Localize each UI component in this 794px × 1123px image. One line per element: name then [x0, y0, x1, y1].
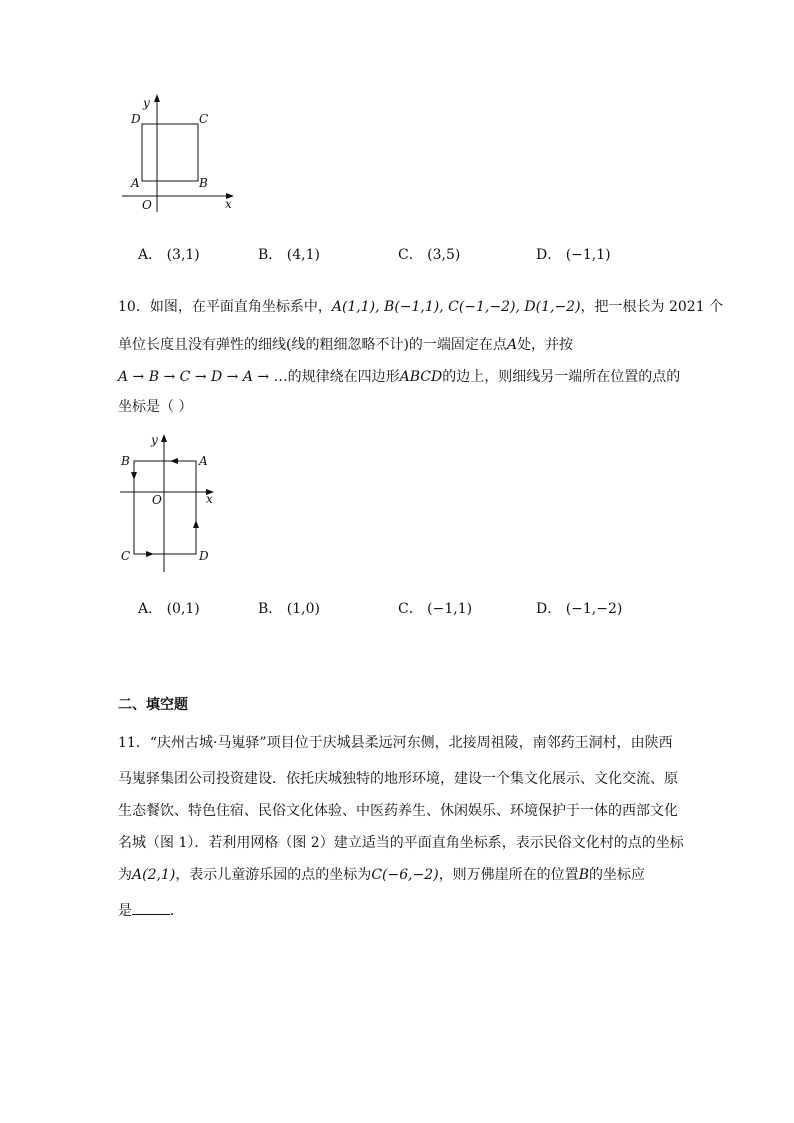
q11-line6-pre: 是: [118, 903, 132, 919]
option-letter: C．: [398, 601, 423, 617]
label-y: y: [151, 433, 158, 447]
y-axis-arrow-icon: [161, 434, 167, 442]
option-letter: A．: [138, 247, 163, 263]
option-letter: C．: [398, 247, 423, 263]
q10-line-4: [118, 396, 192, 416]
q10-line3-post: 的边上，则细线另一端所在位置的点的: [442, 369, 681, 385]
answer-blank[interactable]: [132, 902, 170, 915]
label-A: A: [131, 176, 140, 190]
label-D: D: [199, 549, 209, 563]
y-axis-arrow-icon: [154, 94, 160, 102]
q11-line5-pre: 为: [118, 867, 132, 883]
q10-sequence: A → B → C → D → A → …: [118, 369, 288, 385]
q10-prefix: 10．如图，在平面直角坐标系中，: [118, 299, 332, 315]
q11-line-1: 11．“庆州古城·马嵬驿”项目位于庆城县柔远河东侧，北接周祖陵，南邻药王洞村，由陕西: [118, 735, 673, 751]
label-C: C: [199, 112, 209, 126]
option-value: (−1,1): [565, 247, 611, 263]
label-A: A: [199, 454, 208, 468]
option-value: (0,1): [166, 601, 200, 617]
label-C: C: [121, 549, 131, 563]
option-value: (−1,−2): [565, 601, 623, 617]
option-letter: B．: [258, 601, 283, 617]
label-y: y: [143, 96, 150, 110]
arrow-c-to-d-icon: [146, 551, 154, 557]
square-abcd: [142, 124, 198, 181]
figure-square-axes: [110, 92, 250, 218]
q10-point-a: A: [506, 337, 518, 353]
option-value: (3,1): [166, 247, 200, 263]
q10-option-d[interactable]: [536, 598, 622, 618]
q11-point-a: A(2,1): [132, 867, 176, 883]
q9-option-c[interactable]: [398, 244, 460, 264]
option-value: (1,0): [286, 601, 320, 617]
q11-line-2: 马嵬驿集团公司投资建设．依托庆城独特的地形环境，建设一个集文化展示、文化交流、原: [118, 771, 678, 787]
option-value: (3,5): [427, 247, 461, 263]
q10-points: A(1,1), B(−1,1), C(−1,−2), D(1,−2): [331, 299, 581, 315]
q11-line-4: 名城（图 1）．若利用网格（图 2）建立适当的平面直角坐标系，表示民俗文化村的点的坐标: [118, 835, 684, 851]
option-letter: D．: [536, 247, 562, 263]
q11-point-c: C(−6,−2): [371, 867, 439, 883]
rectangle-abcd: [134, 461, 196, 554]
q9-option-d[interactable]: [536, 244, 611, 264]
q11-line6-post: ．: [170, 903, 184, 919]
arrow-d-to-a-icon: [193, 520, 199, 528]
option-letter: A．: [138, 601, 163, 617]
q10-option-c[interactable]: [398, 598, 472, 618]
label-B: B: [121, 454, 130, 468]
option-value: (−1,1): [427, 601, 473, 617]
q9-option-a[interactable]: [138, 244, 200, 264]
q10-line-1: [118, 296, 723, 316]
q10-line-3: [118, 366, 680, 386]
option-letter: D．: [536, 601, 562, 617]
label-O: O: [152, 493, 162, 507]
q11-line-5: [118, 864, 645, 884]
section-title: 二、填空题: [118, 697, 188, 713]
figure-rectangle-path: [112, 430, 224, 578]
label-x: x: [225, 197, 232, 211]
q9-option-b[interactable]: [258, 244, 320, 264]
q10-option-a[interactable]: [138, 598, 200, 618]
q11-line5-mid2: ，则万佛崖所在的位置: [438, 867, 579, 883]
q10-line2-pre: 单位长度且没有弹性的细线(线的粗细忽略不计)的一端固定在点: [118, 337, 507, 353]
label-B: B: [199, 176, 208, 190]
q11-line-3: 生态餐饮、特色住宿、民俗文化体验、中医药养生、休闲娱乐、环境保护于一体的西部文化: [118, 803, 678, 819]
arrow-a-to-b-icon: [170, 458, 178, 464]
q10-quad: ABCD: [399, 369, 443, 385]
q11-line-6: [118, 900, 184, 920]
q10-line2-post: 处，并按: [517, 337, 574, 353]
option-value: (4,1): [286, 247, 320, 263]
q10-line4: 坐标是（ ）: [118, 399, 193, 415]
label-x: x: [206, 492, 213, 506]
label-D: D: [131, 112, 141, 126]
q10-suffix: ，把一根长为 2021 个: [580, 299, 724, 315]
option-letter: B．: [258, 247, 283, 263]
q10-line3-mid: 的规律绕在四边形: [287, 369, 400, 385]
label-O: O: [142, 198, 152, 212]
q11-line5-post: 的坐标应: [588, 867, 645, 883]
q11-line5-mid: ，表示儿童游乐园的点的坐标为: [175, 867, 372, 883]
q11-point-b: B: [578, 867, 589, 883]
arrow-b-to-c-icon: [131, 472, 137, 480]
q10-line-2: [118, 334, 573, 354]
q10-option-b[interactable]: [258, 598, 320, 618]
